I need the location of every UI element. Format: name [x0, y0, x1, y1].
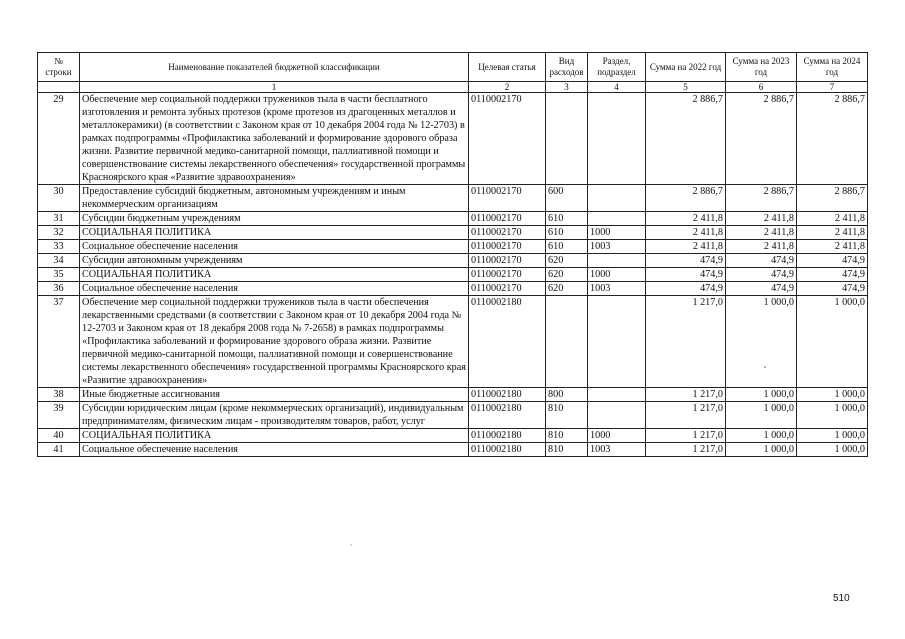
row-target-article: 0110002180 — [469, 296, 546, 388]
column-index-row — [38, 82, 868, 93]
header-sum-2023: Сумма на 2023 год — [726, 53, 797, 82]
row-sum-2024: 2 411,8 — [797, 226, 868, 240]
scan-speck — [764, 366, 766, 368]
row-target-article: 0110002180 — [469, 388, 546, 402]
row-target-article: 0110002170 — [469, 254, 546, 268]
row-sum-2023: 2 886,7 — [726, 93, 797, 185]
row-name: СОЦИАЛЬНАЯ ПОЛИТИКА — [80, 429, 469, 443]
row-expense-type: 800 — [546, 388, 588, 402]
row-number: 34 — [38, 254, 80, 268]
row-sum-2023: 2 411,8 — [726, 212, 797, 226]
row-expense-type — [546, 296, 588, 388]
row-expense-type: 810 — [546, 429, 588, 443]
header-sum-2024: Сумма на 2024 год — [797, 53, 868, 82]
row-target-article: 0110002180 — [469, 443, 546, 457]
row-target-article: 0110002170 — [469, 226, 546, 240]
row-number: 29 — [38, 93, 80, 185]
column-index: 7 — [797, 82, 868, 93]
row-name: Предоставление субсидий бюджетным, автономным учреждениям и иным некоммерческим организациям — [80, 185, 469, 212]
row-section — [588, 93, 646, 185]
row-name: Субсидии автономным учреждениям — [80, 254, 469, 268]
row-name: Социальное обеспечение населения — [80, 240, 469, 254]
row-section: 1003 — [588, 443, 646, 457]
table-row — [38, 429, 868, 443]
row-sum-2023: 1 000,0 — [726, 402, 797, 429]
row-sum-2024: 2 411,8 — [797, 240, 868, 254]
row-section: 1003 — [588, 240, 646, 254]
row-expense-type: 610 — [546, 226, 588, 240]
row-number: 37 — [38, 296, 80, 388]
row-sum-2024: 474,9 — [797, 254, 868, 268]
row-sum-2023: 1 000,0 — [726, 443, 797, 457]
row-target-article: 0110002170 — [469, 185, 546, 212]
column-index: 4 — [588, 82, 646, 93]
row-expense-type: 620 — [546, 254, 588, 268]
row-expense-type: 600 — [546, 185, 588, 212]
table-row — [38, 388, 868, 402]
row-sum-2024: 1 000,0 — [797, 388, 868, 402]
table-row — [38, 226, 868, 240]
row-number: 40 — [38, 429, 80, 443]
row-section — [588, 212, 646, 226]
header-target: Целевая статья — [469, 53, 546, 82]
row-sum-2023: 2 886,7 — [726, 185, 797, 212]
column-index: 6 — [726, 82, 797, 93]
column-index: 5 — [646, 82, 726, 93]
row-sum-2023: 2 411,8 — [726, 240, 797, 254]
row-sum-2022: 474,9 — [646, 254, 726, 268]
row-expense-type — [546, 93, 588, 185]
row-section: 1003 — [588, 282, 646, 296]
row-sum-2022: 1 217,0 — [646, 402, 726, 429]
row-sum-2024: 1 000,0 — [797, 296, 868, 388]
table-row — [38, 185, 868, 212]
column-index-blank — [38, 82, 80, 93]
row-name: СОЦИАЛЬНАЯ ПОЛИТИКА — [80, 268, 469, 282]
row-section: 1000 — [588, 268, 646, 282]
row-sum-2024: 1 000,0 — [797, 402, 868, 429]
row-target-article: 0110002170 — [469, 212, 546, 226]
row-number: 41 — [38, 443, 80, 457]
row-expense-type: 620 — [546, 282, 588, 296]
row-sum-2022: 2 886,7 — [646, 93, 726, 185]
table-row — [38, 240, 868, 254]
row-name: Обеспечение мер социальной поддержки тружеников тыла в части обеспечения лекарственными средствами (в соответствии с Законом края от 10 декабря 2004 года № 12-2703 и Законом края от 18 декабря 2008 года № 7-2658) в рамках подпрограммы «Профилактика заболеваний и формирование здорового образа жизни. Развитие первичной медико-санитарной помощи, паллиативной помощи и совершенствование системы лекарственного обеспечения» государственной программы Красноярского края «Развитие здравоохранения» — [80, 296, 469, 388]
row-number: 36 — [38, 282, 80, 296]
header-sum-2022: Сумма на 2022 год — [646, 53, 726, 82]
header-num: № строки — [38, 53, 80, 82]
header-vid: Вид расходов — [546, 53, 588, 82]
page-number: 510 — [833, 593, 850, 604]
row-sum-2023: 1 000,0 — [726, 296, 797, 388]
row-sum-2024: 1 000,0 — [797, 429, 868, 443]
row-number: 30 — [38, 185, 80, 212]
column-index: 1 — [80, 82, 469, 93]
row-target-article: 0110002170 — [469, 240, 546, 254]
scan-speck — [350, 544, 352, 546]
row-sum-2023: 1 000,0 — [726, 388, 797, 402]
header-row — [38, 53, 868, 82]
row-section — [588, 185, 646, 212]
column-index: 3 — [546, 82, 588, 93]
row-sum-2022: 474,9 — [646, 268, 726, 282]
table-row — [38, 212, 868, 226]
row-sum-2022: 2 411,8 — [646, 226, 726, 240]
header-name: Наименование показателей бюджетной классификации — [80, 53, 469, 82]
row-name: Социальное обеспечение населения — [80, 282, 469, 296]
row-name: СОЦИАЛЬНАЯ ПОЛИТИКА — [80, 226, 469, 240]
row-target-article: 0110002180 — [469, 429, 546, 443]
row-expense-type: 610 — [546, 212, 588, 226]
row-name: Обеспечение мер социальной поддержки тружеников тыла в части бесплатного изготовления и ремонта зубных протезов (кроме протезов из драгоценных металлов и металлокерамики) (в соответствии с Законом края от 10 декабря 2004 года № 12-2703) в рамках подпрограммы «Профилактика заболеваний и формирование здорового образа жизни. Развитие первичной медико-санитарной помощи, паллиативной помощи и совершенствование системы лекарственного обеспечения» государственной программы Красноярского края «Развитие здравоохранения» — [80, 93, 469, 185]
row-section — [588, 296, 646, 388]
row-number: 35 — [38, 268, 80, 282]
row-sum-2022: 1 217,0 — [646, 388, 726, 402]
row-number: 39 — [38, 402, 80, 429]
row-target-article: 0110002170 — [469, 282, 546, 296]
row-section — [588, 254, 646, 268]
row-sum-2023: 474,9 — [726, 268, 797, 282]
row-number: 32 — [38, 226, 80, 240]
table-row — [38, 254, 868, 268]
row-sum-2022: 2 886,7 — [646, 185, 726, 212]
row-number: 38 — [38, 388, 80, 402]
row-sum-2023: 474,9 — [726, 282, 797, 296]
row-sum-2024: 474,9 — [797, 282, 868, 296]
row-name: Субсидии бюджетным учреждениям — [80, 212, 469, 226]
row-section: 1000 — [588, 429, 646, 443]
table-row — [38, 282, 868, 296]
row-sum-2022: 1 217,0 — [646, 443, 726, 457]
row-sum-2022: 1 217,0 — [646, 296, 726, 388]
row-section — [588, 388, 646, 402]
row-name: Социальное обеспечение населения — [80, 443, 469, 457]
row-section — [588, 402, 646, 429]
row-sum-2024: 2 411,8 — [797, 212, 868, 226]
row-name: Субсидии юридическим лицам (кроме некоммерческих организаций), индивидуальным предпринимателям, физическим лицам - производителям товаров, работ, услуг — [80, 402, 469, 429]
table-row — [38, 268, 868, 282]
row-target-article: 0110002170 — [469, 93, 546, 185]
table-row — [38, 402, 868, 429]
table-row — [38, 93, 868, 185]
row-sum-2023: 1 000,0 — [726, 429, 797, 443]
row-sum-2022: 474,9 — [646, 282, 726, 296]
row-expense-type: 810 — [546, 443, 588, 457]
row-sum-2024: 2 886,7 — [797, 185, 868, 212]
row-target-article: 0110002180 — [469, 402, 546, 429]
table-row — [38, 296, 868, 388]
table-body — [38, 93, 868, 457]
row-number: 33 — [38, 240, 80, 254]
row-sum-2022: 2 411,8 — [646, 240, 726, 254]
column-index: 2 — [469, 82, 546, 93]
budget-table — [37, 52, 868, 457]
row-name: Иные бюджетные ассигнования — [80, 388, 469, 402]
row-expense-type: 810 — [546, 402, 588, 429]
row-sum-2022: 1 217,0 — [646, 429, 726, 443]
row-sum-2022: 2 411,8 — [646, 212, 726, 226]
table-row — [38, 443, 868, 457]
row-target-article: 0110002170 — [469, 268, 546, 282]
header-razdel: Раздел, подраздел — [588, 53, 646, 82]
row-sum-2023: 474,9 — [726, 254, 797, 268]
row-section: 1000 — [588, 226, 646, 240]
row-expense-type: 610 — [546, 240, 588, 254]
row-number: 31 — [38, 212, 80, 226]
row-sum-2023: 2 411,8 — [726, 226, 797, 240]
row-expense-type: 620 — [546, 268, 588, 282]
row-sum-2024: 474,9 — [797, 268, 868, 282]
row-sum-2024: 2 886,7 — [797, 93, 868, 185]
row-sum-2024: 1 000,0 — [797, 443, 868, 457]
